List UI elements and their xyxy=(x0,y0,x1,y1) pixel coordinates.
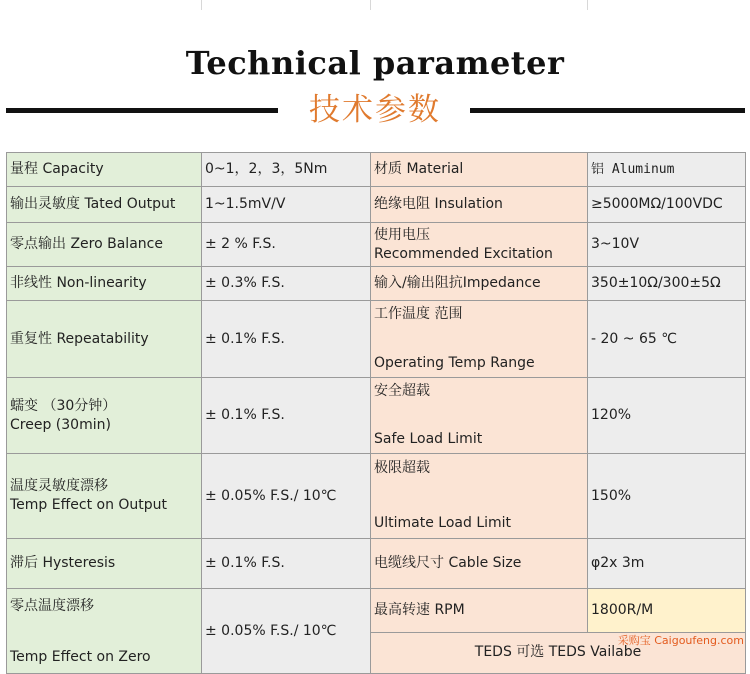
param-label-cn: 安全超载 xyxy=(374,383,430,399)
param-value: 350±10Ω/300±5Ω xyxy=(588,267,746,301)
table-row xyxy=(7,589,746,633)
table-row xyxy=(7,223,746,267)
watermark: 采购宝 Caigoufeng.com xyxy=(617,634,744,647)
table-row xyxy=(7,153,746,187)
param-label-cn: 工作温度 范围 xyxy=(374,306,463,322)
parameter-table xyxy=(6,152,746,674)
param-label-cn: 极限超载 xyxy=(374,460,430,476)
param-value: ± 0.05% F.S./ 10℃ xyxy=(202,454,371,539)
param-label xyxy=(7,589,202,674)
param-label xyxy=(371,454,588,539)
param-label: 输入/输出阻抗Impedance xyxy=(371,267,588,301)
param-value: ± 2 % F.S. xyxy=(202,223,371,267)
param-label-en: Recommended Excitation xyxy=(374,245,553,262)
param-label-en: Ultimate Load Limit xyxy=(374,515,512,531)
param-label: 电缆线尺寸 Cable Size xyxy=(371,539,588,589)
param-value: φ2x 3m xyxy=(588,539,746,589)
param-label: 输出灵敏度 Tated Output xyxy=(7,187,202,223)
param-label-en: Temp Effect on Zero xyxy=(10,649,151,665)
teds-note: TEDS 可选 TEDS Vailabe xyxy=(371,632,746,673)
param-label: 滞后 Hysteresis xyxy=(7,539,202,589)
table-row xyxy=(7,187,746,223)
param-value: ≥5000MΩ/100VDC xyxy=(588,187,746,223)
param-value: - 20 ~ 65 ℃ xyxy=(588,301,746,378)
param-value: 1~1.5mV/V xyxy=(202,187,371,223)
table-row xyxy=(7,539,746,589)
table-row xyxy=(7,454,746,539)
param-value: 3~10V xyxy=(588,223,746,267)
top-divider-3 xyxy=(587,0,588,10)
param-label-en: Operating Temp Range xyxy=(374,355,535,371)
param-label: 材质 Material xyxy=(371,153,588,187)
param-label-cn: 蠕变 （30分钟） xyxy=(10,397,117,414)
param-value: 0~1，2，3，5Nm xyxy=(202,153,371,187)
param-label-en: Safe Load Limit xyxy=(374,431,483,447)
table-row xyxy=(7,301,746,378)
subtitle-row xyxy=(0,90,750,130)
param-label xyxy=(7,454,202,539)
param-label xyxy=(7,378,202,454)
param-label: 最高转速 RPM xyxy=(371,589,588,633)
param-label xyxy=(371,301,588,378)
param-value: 150% xyxy=(588,454,746,539)
param-value: 1800R/M xyxy=(588,589,746,633)
left-rule xyxy=(6,108,278,113)
param-label: 重复性 Repeatability xyxy=(7,301,202,378)
param-value: ± 0.1% F.S. xyxy=(202,301,371,378)
param-label: 量程 Capacity xyxy=(7,153,202,187)
param-label: 非线性 Non-linearity xyxy=(7,267,202,301)
param-value: ± 0.1% F.S. xyxy=(202,378,371,454)
param-label-cn: 使用电压 xyxy=(374,226,430,243)
top-divider-2 xyxy=(370,0,371,10)
param-value: ± 0.3% F.S. xyxy=(202,267,371,301)
param-label-cn: 温度灵敏度漂移 xyxy=(10,478,108,494)
param-label xyxy=(371,223,588,267)
param-label xyxy=(371,378,588,454)
param-label-en: Temp Effect on Output xyxy=(10,497,168,513)
top-divider-1 xyxy=(201,0,202,10)
param-label-en: Creep (30min) xyxy=(10,416,111,433)
table-row xyxy=(7,267,746,301)
param-label: 绝缘电阻 Insulation xyxy=(371,187,588,223)
param-value: ± 0.05% F.S./ 10℃ xyxy=(202,589,371,674)
param-label: 零点输出 Zero Balance xyxy=(7,223,202,267)
param-label-cn: 零点温度漂移 xyxy=(10,598,94,614)
param-value: 120% xyxy=(588,378,746,454)
param-value: 铝 Aluminum xyxy=(588,153,746,187)
right-rule xyxy=(470,108,745,113)
param-value: ± 0.1% F.S. xyxy=(202,539,371,589)
page-subtitle: 技术参数 xyxy=(309,92,441,128)
page-title: Technical parameter xyxy=(185,44,565,82)
table-row xyxy=(7,378,746,454)
